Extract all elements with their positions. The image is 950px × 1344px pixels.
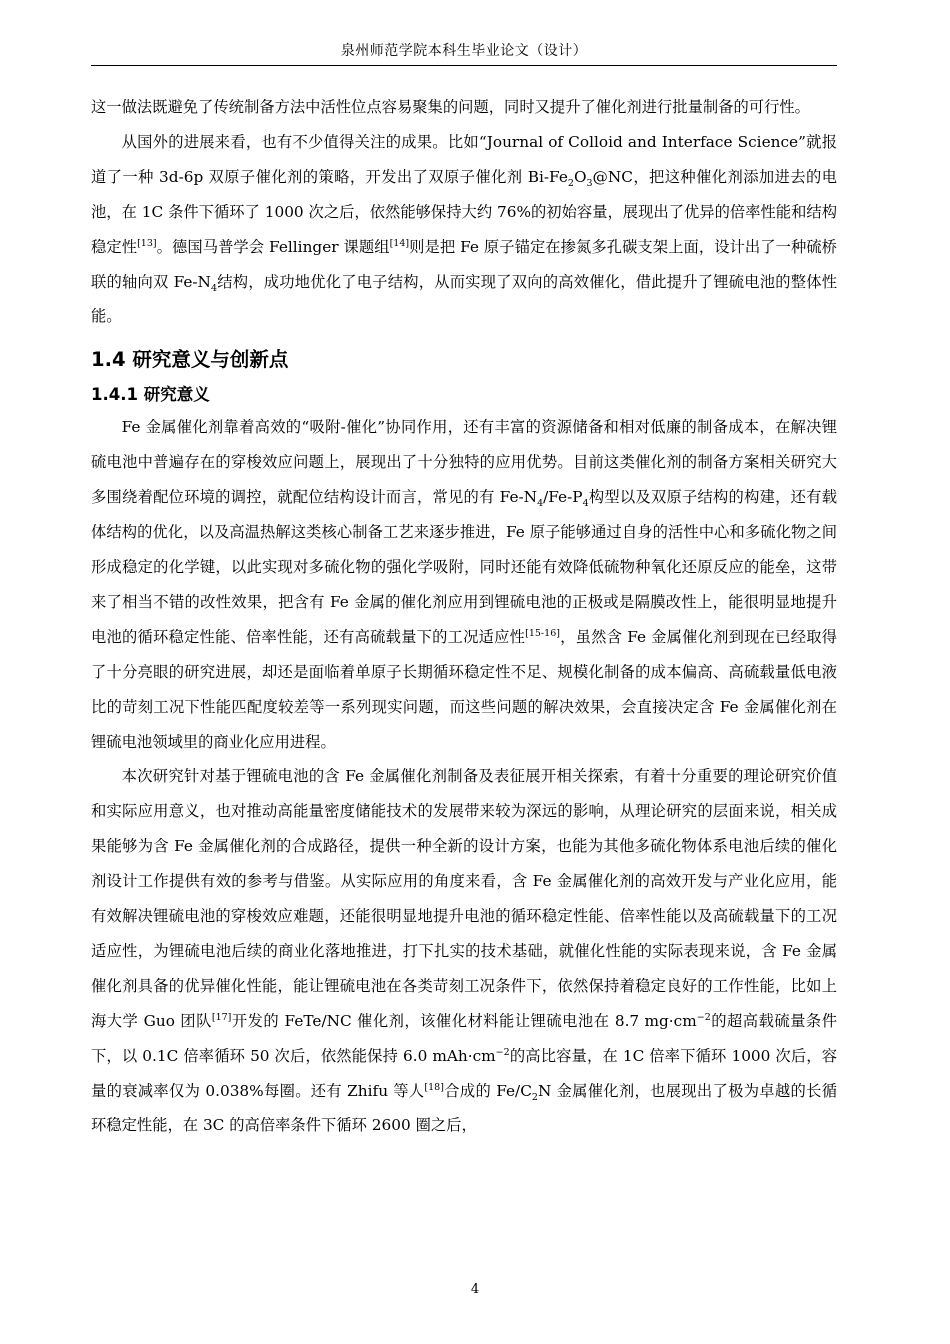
text-run: N 金属催化剂，也展现出了极为卓越的长循环稳定性能，在 3C 的高倍率条件下循环 2600 圈之后， (91, 1081, 837, 1135)
subscript: 4 (582, 498, 589, 510)
subscript: 4 (537, 498, 544, 510)
subscript: 4 (210, 282, 217, 294)
superscript: −2 (495, 1046, 510, 1058)
text-run: 的超高载硫量条件下，以 0.1C 倍率循环 50 次后，依然能保持 6.0 mAh·cm (91, 1011, 837, 1065)
text-run: ，虽然含 Fe 金属催化剂到现在已经取得了十分亮眼的研究进展，却还是面临着单原子长期循环稳定性不足、规模化制备的成本偏高、高硫载量低电液比的苛刻工况下性能匹配度较差等一系列现实问题，而这些问题的解决效果，会直接决定含 Fe 金属催化剂在锂硫电池领域里的商业化应用进程。 (91, 627, 837, 751)
text-run: 结构，成功地优化了电子结构，从而实现了双向的高效催化，借此提升了锂硫电池的整体性能。 (91, 272, 837, 326)
paragraph-research-significance (91, 759, 837, 1143)
text-run: 。德国马普学会 Fellinger 课题组 (156, 237, 390, 256)
page-number: 4 (470, 1282, 480, 1297)
text-run: 构型以及双原子结构的构建，还有载体结构的优化，以及高温热解这类核心制备工艺来逐步推进，Fe 原子能够通过自身的活性中心和多硫化物之间形成稳定的化学键，以此实现对多硫化物的强化学吸附，同时还能有效降低硫物种氧化还原反应的能垒，这带来了相当不错的改性效果，把含有 Fe 金属的催化剂应用到锂硫电池的正极或是隔膜改性上，能很明显地提升电池的循环稳定性能、倍率性能，还有高硫载量下的工况适应性 (91, 488, 837, 646)
citation-ref: [18] (424, 1081, 444, 1093)
citation-ref: [14] (389, 237, 410, 249)
text-run: 合成的 Fe/C (443, 1081, 532, 1100)
paragraph-fe-catalyst (91, 410, 837, 759)
text-run: O (573, 167, 587, 186)
citation-ref: [13] (137, 237, 157, 249)
subscript: 2 (567, 177, 574, 189)
text-run: 的高比容量，在 1C 倍率下循环 1000 次后，容量的衰减率仅为 0.038%每圈。还有 Zhifu 等人 (91, 1046, 837, 1100)
subscript: 2 (531, 1091, 538, 1103)
subscript: 3 (586, 177, 593, 189)
section-heading: 1.4 研究意义与创新点 (91, 348, 289, 372)
subsection-heading: 1.4.1 研究意义 (91, 385, 210, 405)
paragraph-continuation (91, 90, 837, 125)
running-header: 泉州师范学院本科生毕业论文（设计） (340, 43, 588, 59)
text-run: /Fe-P (543, 488, 583, 507)
text-run: @NC，把这种催化剂添加进去的电池，在 1C 条件下循环了 1000 次之后，依然能够保持大约 76%的初始容量，展现出了优异的倍率性能和结构稳定性 (91, 167, 837, 256)
superscript: −2 (696, 1011, 711, 1023)
paragraph-text: 这一做法既避免了传统制备方法中活性位点容易聚集的问题，同时又提升了催化剂进行批量制备的可行性。 (91, 98, 810, 116)
text-run: 则是把 Fe 原子锚定在掺氮多孔碳支架上面，设计出了一种硫桥联的轴向双 Fe-N (91, 237, 837, 291)
text-run: 从国外的进展来看，也有不少值得关注的成果。比如“Journal of Colloid and Interface Science”就报道了一种 3d-6p 双原子催化剂的策略，开发出了双原子催化剂 Bi-Fe (91, 132, 837, 186)
text-run: 开发的 FeTe/NC 催化剂，该催化材料能让锂硫电池在 8.7 mg·cm (231, 1011, 697, 1030)
citation-ref: [17] (211, 1011, 232, 1023)
page-body (91, 90, 837, 1143)
paragraph-international-progress (91, 125, 837, 334)
text-run: 本次研究针对基于锂硫电池的含 Fe 金属催化剂制备及表征展开相关探索，有着十分重要的理论研究价值和实际应用意义，也对推动高能量密度储能技术的发展带来较为深远的影响，从理论研究的层面来说，相关成果能够为含 Fe 金属催化剂的合成路径，提供一种全新的设计方案，也能为其他多硫化物体系电池后续的催化剂设计工作提供有效的参考与借鉴。从实际应用的角度来看，含 Fe 金属催化剂的高效开发与产业化应用，能有效解决锂硫电池的穿梭效应难题，还能很明显地提升电池的循环稳定性能、倍率性能以及高硫载量下的工况适应性，为锂硫电池后续的商业化落地推进，打下扎实的技术基础，就催化性能的实际表现来说，含 Fe 金属催化剂具备的优异催化性能，能让锂硫电池在各类苛刻工况条件下，依然保持着稳定良好的工作性能，比如上海大学 Guo 团队 (91, 767, 837, 1030)
citation-ref: [15-16] (525, 627, 560, 639)
text-run: Fe 金属催化剂靠着高效的“吸附-催化”协同作用，还有丰富的资源储备和相对低廉的制备成本，在解决锂硫电池中普遍存在的穿梭效应问题上，展现出了十分独特的应用优势。目前这类催化剂的制备方案相关研究大多围绕着配位环境的调控，就配位结构设计而言，常见的有 Fe-N (91, 418, 837, 507)
header-rule (91, 65, 837, 66)
